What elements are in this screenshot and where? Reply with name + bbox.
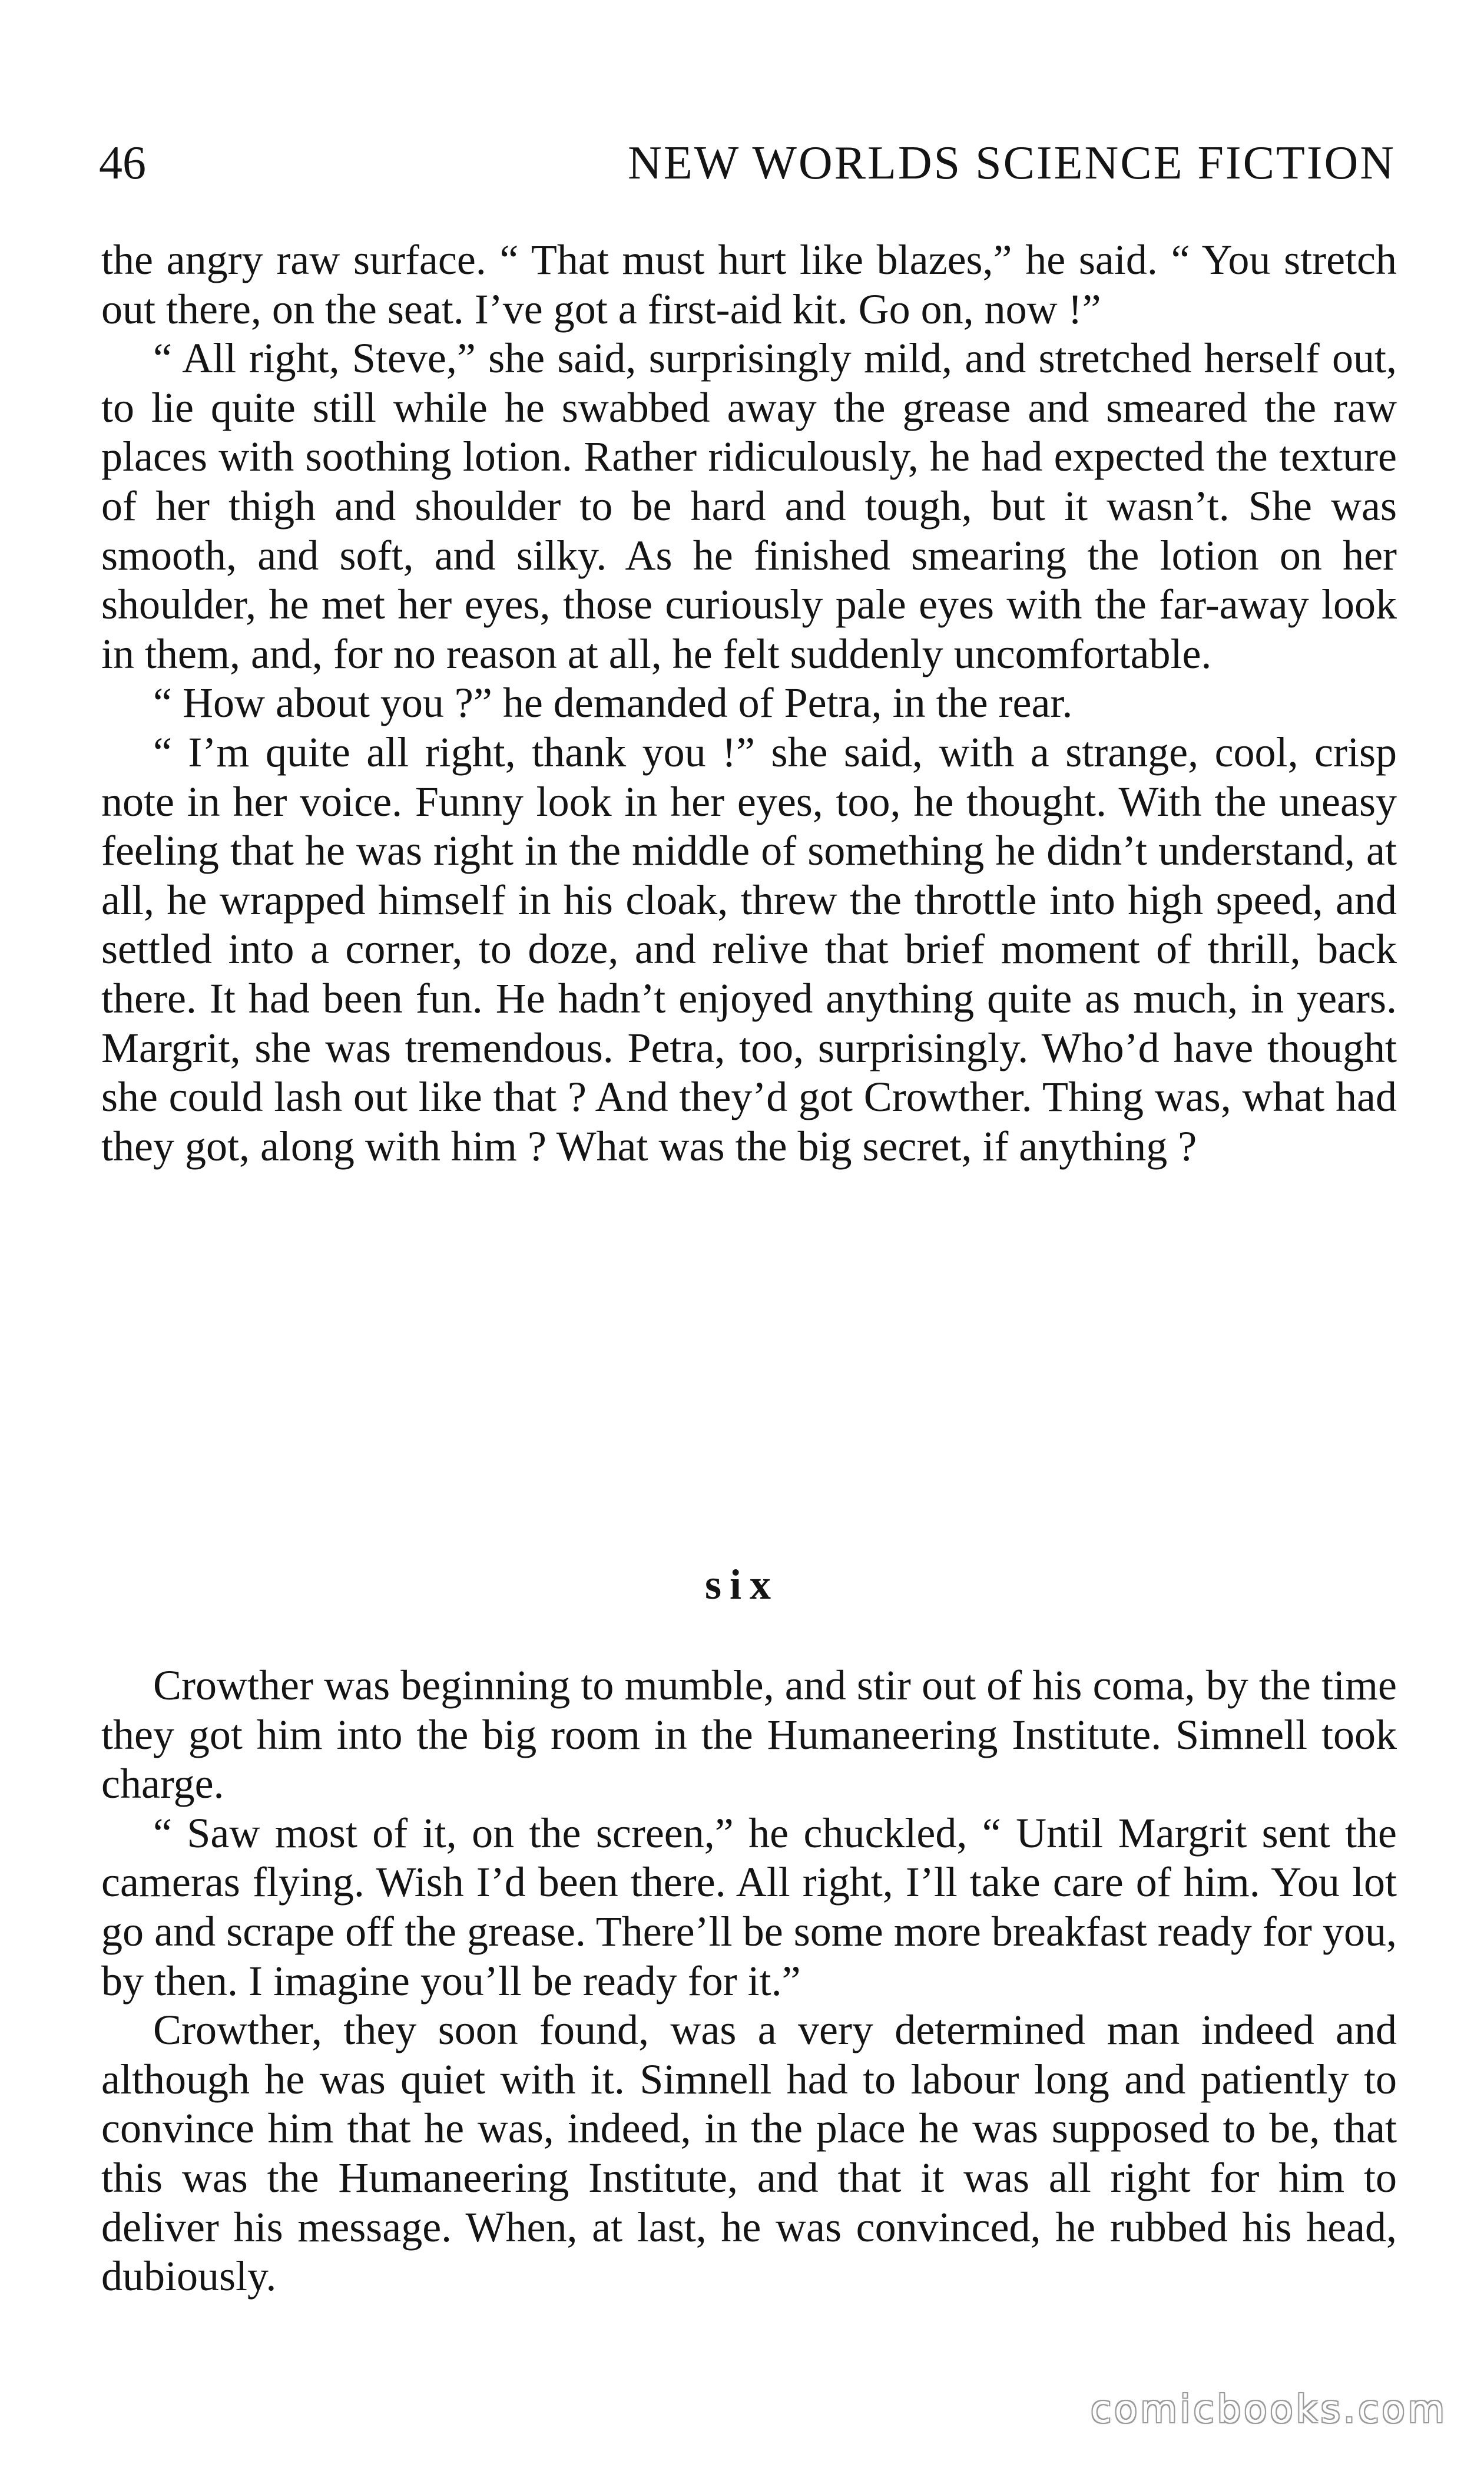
chapter-heading: six [704,1561,780,1608]
body-text-after-chapter [101,1661,1397,2301]
paragraph: “ Saw most of it, on the screen,” he chuckled, “ Until Margrit sent the cameras flying. Wish I’d been there. All right, I’ll take care of him. You lot go and scrape off the grease. There’ll be some more breakfast ready for you, by then. I imagine you’ll be ready for it.” [101,1809,1397,2005]
paragraph: “ All right, Steve,” she said, surprisingly mild, and stretched herself out, to lie quite still while he swabbed away the grease and smeared the raw places with soothing lotion. Rather ridiculously, he had expected the texture of her thigh and shoulder to be hard and tough, but it wasn’t. She was smooth, and soft, and silky. As he finished smearing the lotion on her shoulder, he met her eyes, those curiously pale eyes with the far-away look in them, and, for no reason at all, he felt suddenly uncomfortable. [101,335,1397,677]
paragraph: Crowther was beginning to mumble, and stir out of his coma, by the time they got him into the big room in the Humaneering Institute. Simnell took charge. [101,1662,1397,1808]
paragraph: “ How about you ?” he demanded of Petra, in the rear. [153,679,1073,727]
paragraph: “ I’m quite all right, thank you !” she said, with a strange, cool, crisp note in her voice. Funny look in her eyes, too, he thought. With the uneasy feeling that he was right in the middle of something he didn’t understand, at all, he wrapped himself in his cloak, threw the throttle into high speed, and settled into a corner, to doze, and relive that brief moment of thrill, back there. It had been fun. He hadn’t enjoyed anything quite as much, in years. Margrit, she was tremendous. Petra, too, surprisingly. Who’d have thought she could lash out like that ? And they’d got Crowther. Thing was, what had they got, along with him ? What was the big secret, if anything ? [101,728,1397,1170]
paragraph: the angry raw surface. “ That must hurt like blazes,” he said. “ You stretch out there, on the seat. I’ve got a first-aid kit. Go on, now !” [101,236,1397,333]
site-watermark: comicbooks.com [1090,2388,1447,2432]
page-header [99,131,1396,196]
paragraph: Crowther, they soon found, was a very determined man indeed and although he was quiet with it. Simnell had to labour long and patiently to convince him that he was, indeed, in the place he was supposed to be, that this was the Humaneering Institute, and that it was all right for him to deliver his message. When, at last, he was convinced, he rubbed his head, dubiously. [101,2006,1397,2300]
body-text-before-chapter [101,236,1397,1171]
page-number: 46 [99,137,146,189]
running-head: NEW WORLDS SCIENCE FICTION [628,137,1396,189]
